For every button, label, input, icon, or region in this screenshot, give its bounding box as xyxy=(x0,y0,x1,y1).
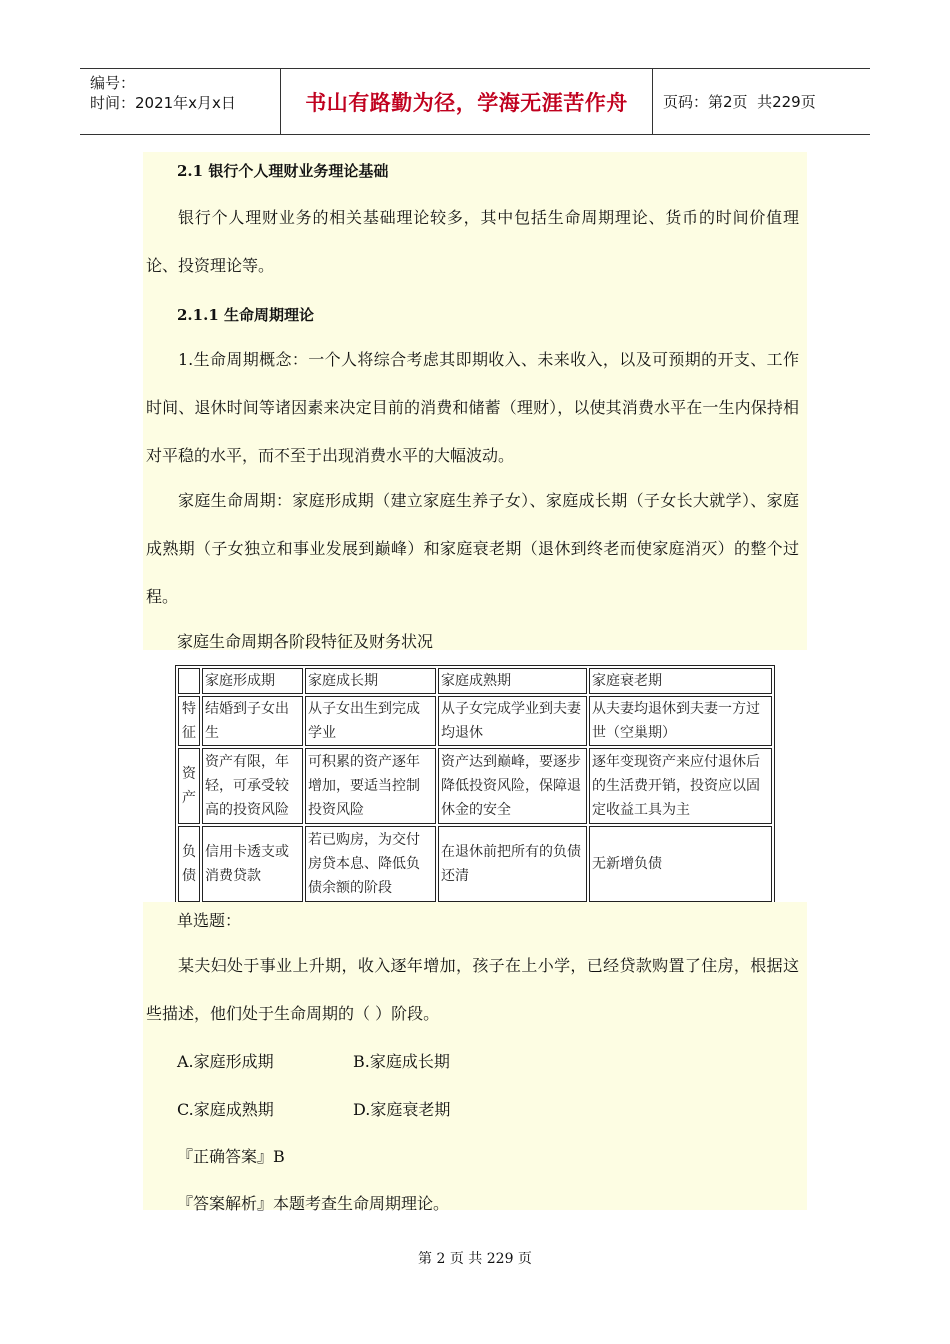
page-label: 页码：第2页 共229页 xyxy=(663,93,816,111)
question-stem: 某夫妇处于事业上升期，收入逐年增加，孩子在上小学，已经贷款购置了住房，根据这些描述，他们处于生命周期的（ ）阶段。 xyxy=(146,956,799,1023)
table-cell: 资产有限，年轻，可承受较高的投资风险 xyxy=(202,748,303,824)
content-section xyxy=(143,152,807,650)
question-type: 单选题： xyxy=(177,911,242,930)
table-cell: 从子女出生到完成学业 xyxy=(305,696,436,746)
table-row xyxy=(178,696,772,746)
header-motto: 书山有路勤为径，学海无涯苦作舟 xyxy=(281,69,653,134)
table-header-cell: 家庭衰老期 xyxy=(589,668,772,694)
row-label: 资产 xyxy=(178,748,200,824)
subsection-title: 2.1.1 生命周期理论 xyxy=(177,306,314,324)
table-cell: 从子女完成学业到夫妻均退休 xyxy=(438,696,587,746)
table-cell: 资产达到巅峰，要逐步降低投资风险，保障退休金的安全 xyxy=(438,748,587,824)
table-header-cell: 家庭形成期 xyxy=(202,668,303,694)
correct-answer: 『正确答案』B xyxy=(177,1147,285,1166)
option-c: C.家庭成熟期 xyxy=(177,1100,274,1119)
row-label: 特征 xyxy=(178,696,200,746)
table-cell: 逐年变现资产来应付退休后的生活费开销，投资应以固定收益工具为主 xyxy=(589,748,772,824)
option-d: D.家庭衰老期 xyxy=(353,1100,451,1119)
answer-analysis: 『答案解析』本题考查生命周期理论。 xyxy=(177,1194,450,1213)
table-header-row xyxy=(178,668,772,694)
option-a: A.家庭形成期 xyxy=(177,1052,274,1071)
row-label: 负债 xyxy=(178,826,200,902)
table-cell: 无新增负债 xyxy=(589,826,772,902)
table-cell: 结婚到子女出生 xyxy=(202,696,303,746)
table-row xyxy=(178,748,772,824)
table-header-cell xyxy=(178,668,200,694)
table-cell: 在退休前把所有的负债还清 xyxy=(438,826,587,902)
family-cycle-paragraph: 家庭生命周期：家庭形成期（建立家庭生养子女）、家庭成长期（子女长大就学）、家庭成熟期（子女独立和事业发展到巅峰）和家庭衰老期（退休到终老而使家庭消灭）的整个过程。 xyxy=(146,491,799,606)
page-footer: 第 2 页 共 229 页 xyxy=(418,1251,532,1267)
number-label: 编号： xyxy=(90,74,136,92)
header-meta xyxy=(80,69,281,134)
section-title: 2.1 银行个人理财业务理论基础 xyxy=(177,162,389,180)
table-header-cell: 家庭成长期 xyxy=(305,668,436,694)
intro-paragraph: 银行个人理财业务的相关基础理论较多，其中包括生命周期理论、货币的时间价值理论、投资理论等。 xyxy=(146,208,799,275)
concept-paragraph: 1.生命周期概念：一个人将综合考虑其即期收入、未来收入，以及可预期的开支、工作时间、退休时间等诸因素来决定目前的消费和储蓄（理财），以使其消费水平在一生内保持相对平稳的水平，而不至于出现消费水平的大幅波动。 xyxy=(146,350,799,465)
page-header xyxy=(80,68,870,135)
table-row xyxy=(178,826,772,902)
date-label: 时间：2021年x月x日 xyxy=(90,94,236,112)
table-cell: 可积累的资产逐年增加，要适当控制投资风险 xyxy=(305,748,436,824)
table-cell: 信用卡透支或消费贷款 xyxy=(202,826,303,902)
table-cell: 从夫妻均退休到夫妻一方过世（空巢期） xyxy=(589,696,772,746)
table-cell: 若已购房，为交付房贷本息、降低负债余额的阶段 xyxy=(305,826,436,902)
life-cycle-table xyxy=(175,665,775,905)
table-caption: 家庭生命周期各阶段特征及财务状况 xyxy=(177,632,434,651)
table-header-cell: 家庭成熟期 xyxy=(438,668,587,694)
question-section xyxy=(143,902,807,1213)
option-b: B.家庭成长期 xyxy=(353,1052,450,1071)
header-page-info xyxy=(653,69,870,134)
